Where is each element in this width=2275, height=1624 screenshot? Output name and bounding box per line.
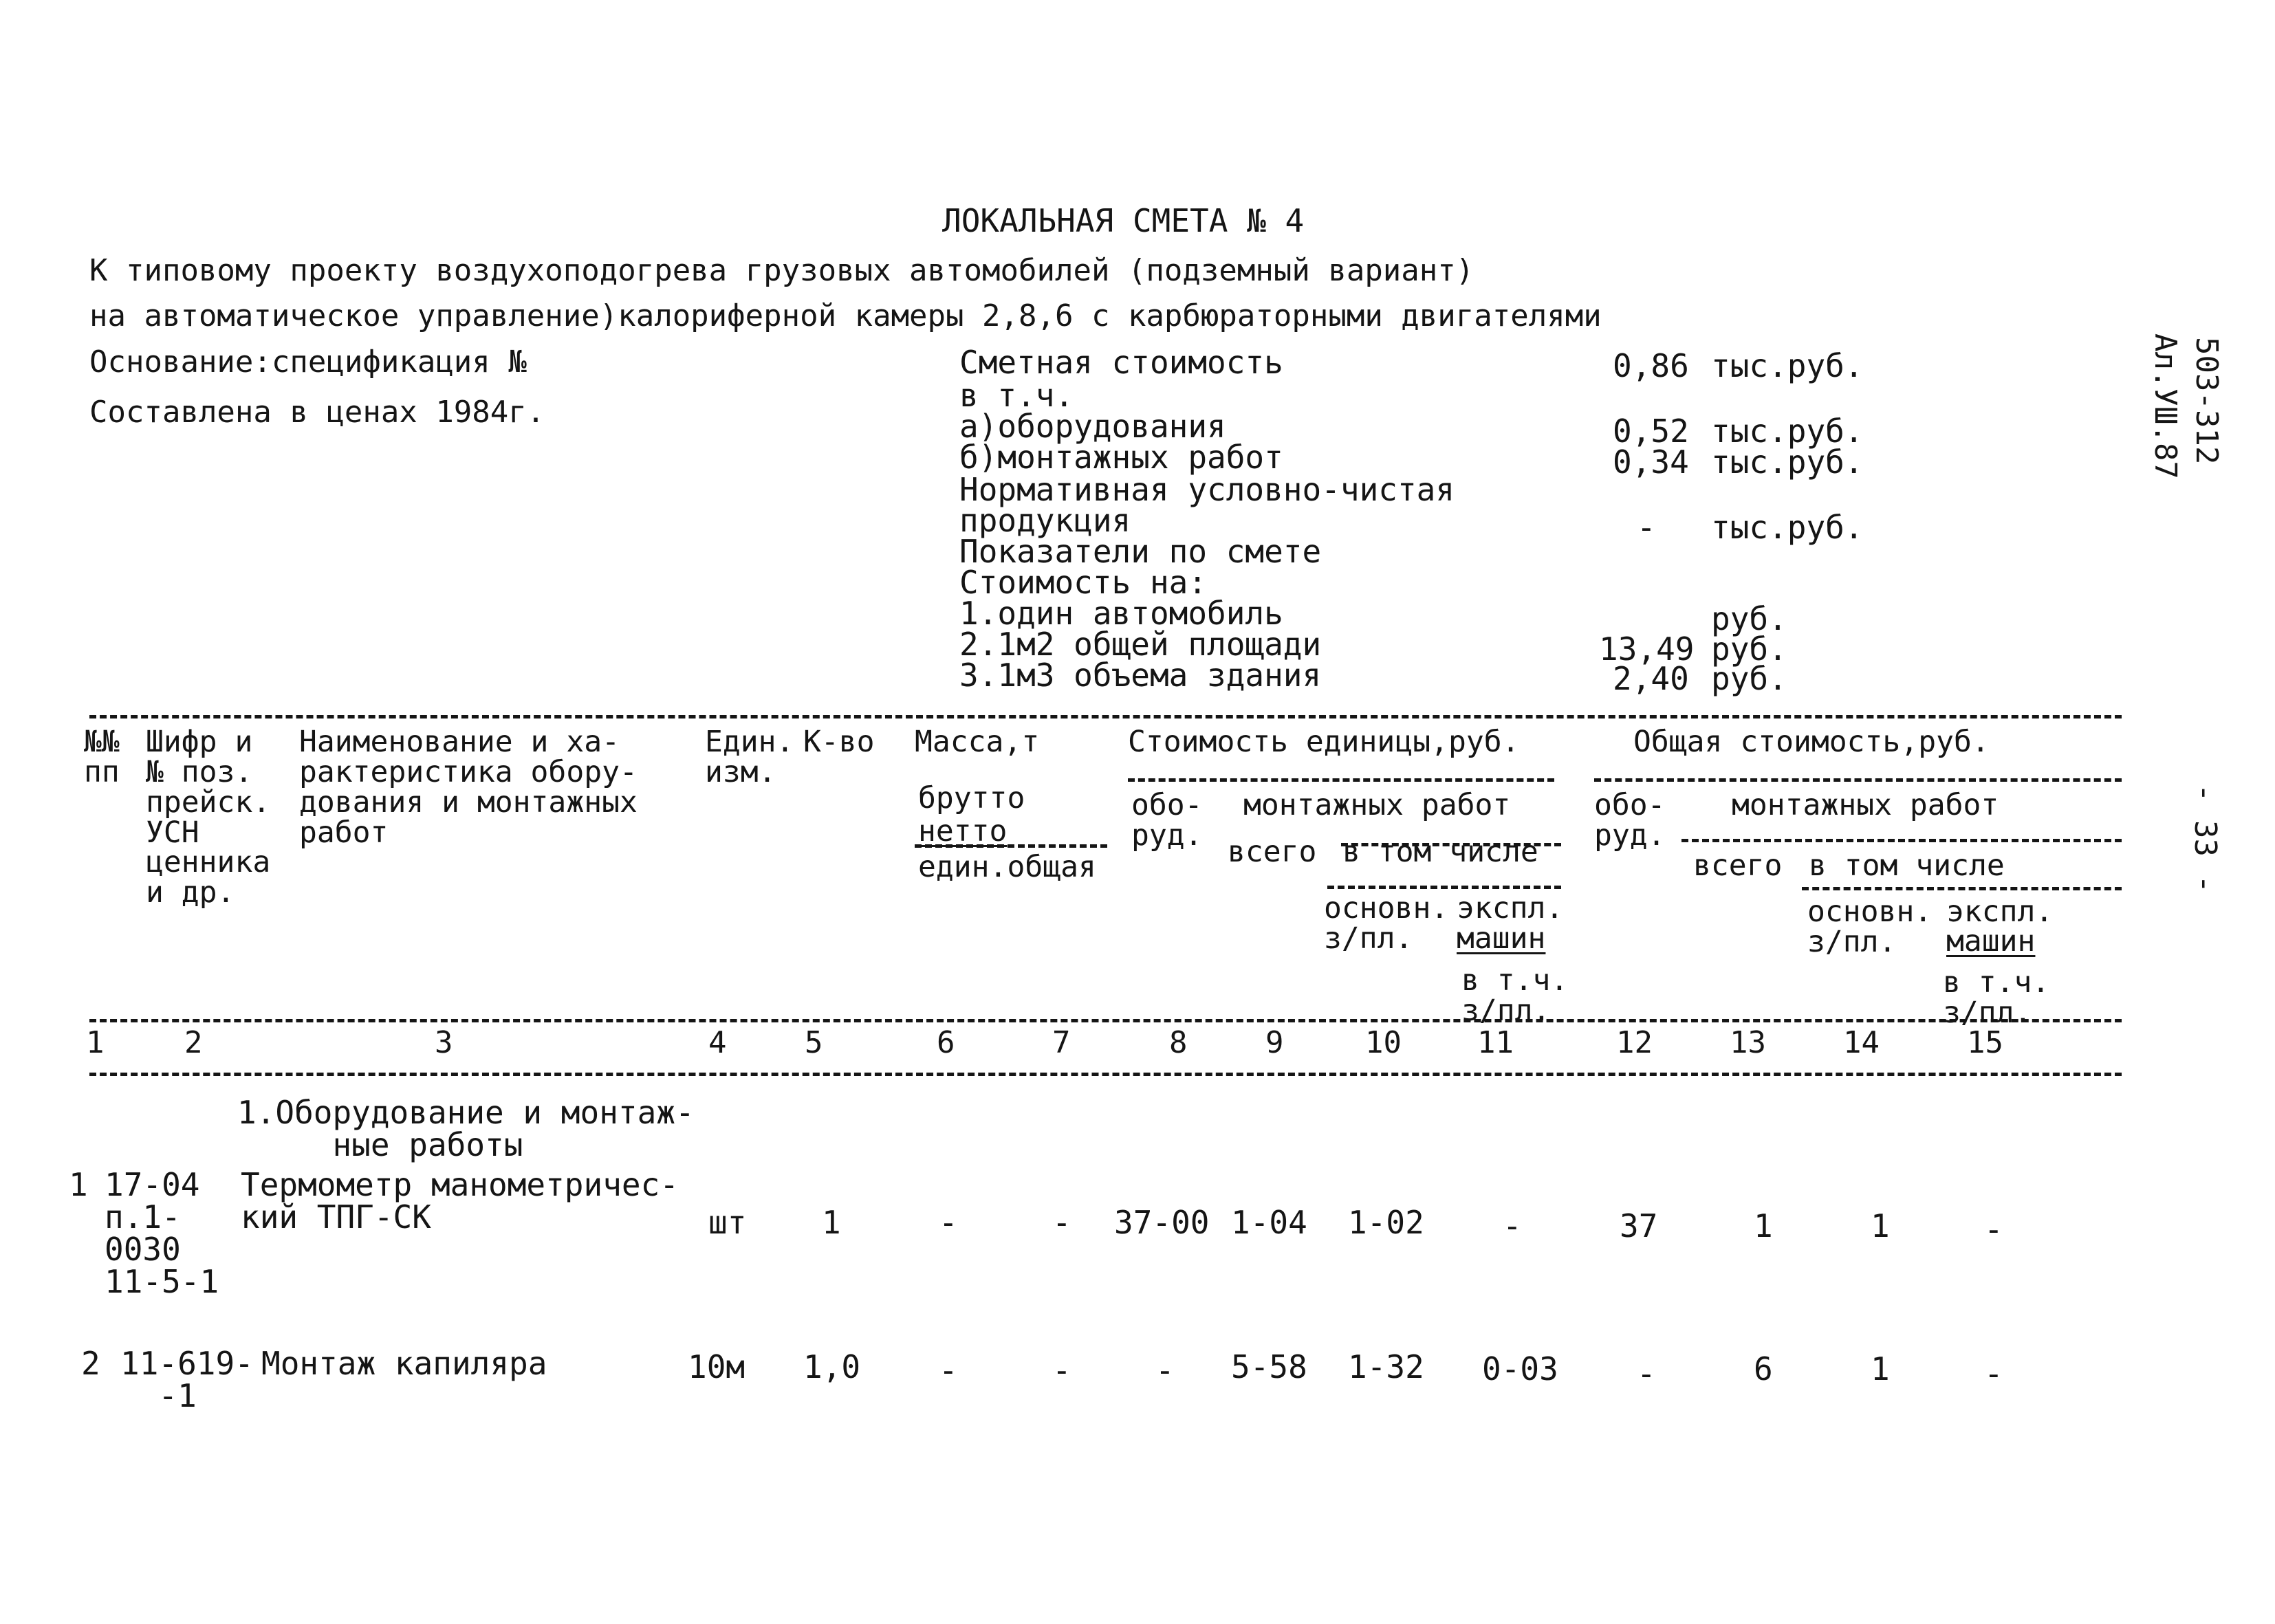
col-total-base-wage: основн. з/пл. — [1807, 895, 1933, 959]
column-number: 6 — [937, 1025, 955, 1060]
row-total-mach: - — [1984, 1211, 2003, 1248]
summary-value: 0,34 — [1613, 443, 1689, 481]
summary-label: 3.1м3 объема здания — [959, 657, 1322, 694]
col-name-header: Наименование и ха- рактеристика обору- дования и монтажных работ — [299, 725, 638, 850]
row-unit-base-wage: 1-02 — [1348, 1204, 1424, 1241]
column-number: 10 — [1365, 1025, 1402, 1060]
summary-label: Показатели по смете — [959, 533, 1322, 570]
mount2-rule — [1681, 839, 2122, 842]
subtitle-line-2: на автоматическое управление)калориферной камеры 2,8,6 с карбюраторными двигателями — [89, 298, 1602, 333]
col-qty-header: К-во — [803, 725, 875, 759]
col-number-header: №№ пп — [84, 725, 120, 789]
row-mass-total: - — [1052, 1204, 1071, 1241]
col-total-cost-header: Общая стоимость,руб. — [1633, 725, 1990, 759]
row-name: Термометр манометричес- кий ТПГ-СК — [241, 1166, 679, 1236]
summary-label: 2.1м2 общей площади — [959, 626, 1322, 663]
unit-cost-rule — [1128, 778, 1554, 782]
column-numbers-top-rule — [89, 1019, 2122, 1022]
column-number: 5 — [805, 1025, 823, 1060]
row-total-equip: - — [1637, 1355, 1656, 1392]
col-unit-mach-sub: в т.ч. з/пл. — [1461, 963, 1569, 1028]
summary-unit: руб. — [1711, 600, 1787, 637]
column-number: 7 — [1052, 1025, 1071, 1060]
total-cost-rule — [1594, 778, 2122, 782]
subtitle-line-1: К типовому проекту воздухоподогрева грузовых автомобилей (подземный вариант) — [89, 253, 1474, 288]
side-code-album: Ал.УШ.87 — [2148, 333, 2183, 479]
incl-sub-rule — [1327, 886, 1561, 889]
row-mass-total: - — [1052, 1352, 1071, 1389]
column-number: 9 — [1265, 1025, 1284, 1060]
row-name: Монтаж капиляра — [261, 1345, 547, 1382]
row-total-equip: 37 — [1620, 1207, 1658, 1244]
col-code-header: Шифр и № поз. прейск. УСН ценника и др. — [146, 725, 271, 910]
row-qty: 1,0 — [803, 1348, 861, 1385]
summary-unit: тыс.руб. — [1711, 347, 1864, 384]
row-unit-base-wage: 1-32 — [1348, 1348, 1424, 1385]
summary-label: б)монтажных работ — [959, 439, 1283, 476]
column-numbers-bottom-rule — [89, 1073, 2122, 1076]
col-unit-equip: обо- руд. — [1131, 788, 1203, 853]
summary-label: Сметная стоимость — [959, 344, 1283, 381]
column-number: 1 — [86, 1025, 105, 1060]
row-total-mount: 6 — [1754, 1350, 1773, 1387]
summary-unit: тыс.руб. — [1711, 443, 1864, 481]
row-unit-mach: 0-03 — [1482, 1350, 1558, 1387]
row-qty: 1 — [822, 1204, 841, 1241]
col-mass-header: Масса,т — [915, 725, 1040, 759]
summary-label: Стоимость на: — [959, 564, 1208, 601]
col-mass-unit-total: един.общая — [918, 850, 1096, 884]
col-total-mach-sub: в т.ч. з/пл. — [1943, 965, 2050, 1030]
row-total-mount: 1 — [1754, 1207, 1773, 1244]
column-number: 8 — [1169, 1025, 1188, 1060]
summary-unit: руб. — [1711, 660, 1787, 697]
col-total-mount: монтажных работ — [1732, 788, 1999, 822]
col-unit-mach: экспл. — [1457, 891, 1564, 925]
basis-text: Основание:спецификация № — [89, 344, 527, 380]
col-unit-cost-header: Стоимость единицы,руб. — [1128, 725, 1520, 759]
column-number: 12 — [1616, 1025, 1653, 1060]
col-unit-mach-u: машин — [1457, 921, 1546, 956]
side-code-series: 503-312 — [2189, 337, 2224, 465]
col-total-equip: обо- руд. — [1594, 788, 1666, 853]
summary-unit: тыс.руб. — [1711, 413, 1864, 450]
col-unit-header: Един. изм. — [705, 725, 794, 789]
col-total-mach: экспл. — [1946, 895, 2054, 929]
row-mass-unit: - — [939, 1204, 958, 1241]
col-unit-incl: в том числе — [1342, 835, 1538, 869]
prices-text: Составлена в ценах 1984г. — [89, 395, 545, 430]
column-number: 13 — [1730, 1025, 1766, 1060]
page-number: - 33 - — [2188, 784, 2223, 893]
summary-value: - — [1637, 509, 1656, 546]
row-unit-mount-total: 5-58 — [1231, 1348, 1307, 1385]
col-mass-net: нетто — [918, 814, 1008, 848]
column-number: 11 — [1477, 1025, 1514, 1060]
row-unit-mach: - — [1503, 1207, 1522, 1244]
row-unit: шт — [708, 1204, 747, 1241]
summary-value: 13,49 — [1599, 630, 1695, 668]
row-total-base-wage: 1 — [1871, 1350, 1890, 1387]
column-number: 15 — [1967, 1025, 2003, 1060]
summary-value: 2,40 — [1613, 660, 1689, 697]
column-number: 4 — [708, 1025, 727, 1060]
summary-label: Нормативная условно-чистая — [959, 471, 1455, 508]
summary-unit: руб. — [1711, 630, 1787, 668]
section-title: 1.Оборудование и монтаж- ные работы — [237, 1094, 695, 1163]
column-number: 14 — [1843, 1025, 1880, 1060]
row-unit-equip: - — [1155, 1352, 1175, 1389]
row-total-mach: - — [1984, 1355, 2003, 1392]
col-total-incl: в том числе — [1809, 848, 2005, 883]
incl2-sub-rule — [1802, 887, 2122, 890]
summary-label: 1.один автомобиль — [959, 595, 1283, 632]
col-unit-base-wage: основн. з/пл. — [1324, 891, 1449, 956]
summary-value: 0,86 — [1613, 347, 1689, 384]
table-top-rule — [89, 715, 2122, 718]
summary-unit: тыс.руб. — [1711, 509, 1864, 546]
col-unit-total: всего — [1228, 835, 1317, 869]
row-mass-unit: - — [939, 1352, 958, 1389]
summary-label: продукция — [959, 502, 1131, 539]
row-number: 2 — [81, 1345, 100, 1382]
col-total-total: всего — [1693, 848, 1783, 883]
row-code: 17-04 п.1- 0030 11-5-1 — [105, 1166, 219, 1300]
row-code: 11-619- -1 — [120, 1345, 254, 1414]
row-unit: 10м — [688, 1348, 745, 1385]
summary-value: 0,52 — [1613, 413, 1689, 450]
col-unit-mount: монтажных работ — [1243, 788, 1511, 822]
summary-label: в т.ч. — [959, 377, 1074, 414]
col-total-mach-u: машин — [1946, 924, 2036, 958]
column-number: 3 — [435, 1025, 453, 1060]
row-unit-mount-total: 1-04 — [1231, 1204, 1307, 1241]
row-unit-equip: 37-00 — [1114, 1204, 1210, 1241]
row-total-base-wage: 1 — [1871, 1207, 1890, 1244]
row-number: 1 — [69, 1166, 88, 1203]
column-number: 2 — [184, 1025, 203, 1060]
document-title: ЛОКАЛЬНАЯ СМЕТА № 4 — [942, 202, 1305, 239]
summary-label: а)оборудования — [959, 408, 1226, 445]
col-mass-gross: брутто — [918, 781, 1025, 815]
